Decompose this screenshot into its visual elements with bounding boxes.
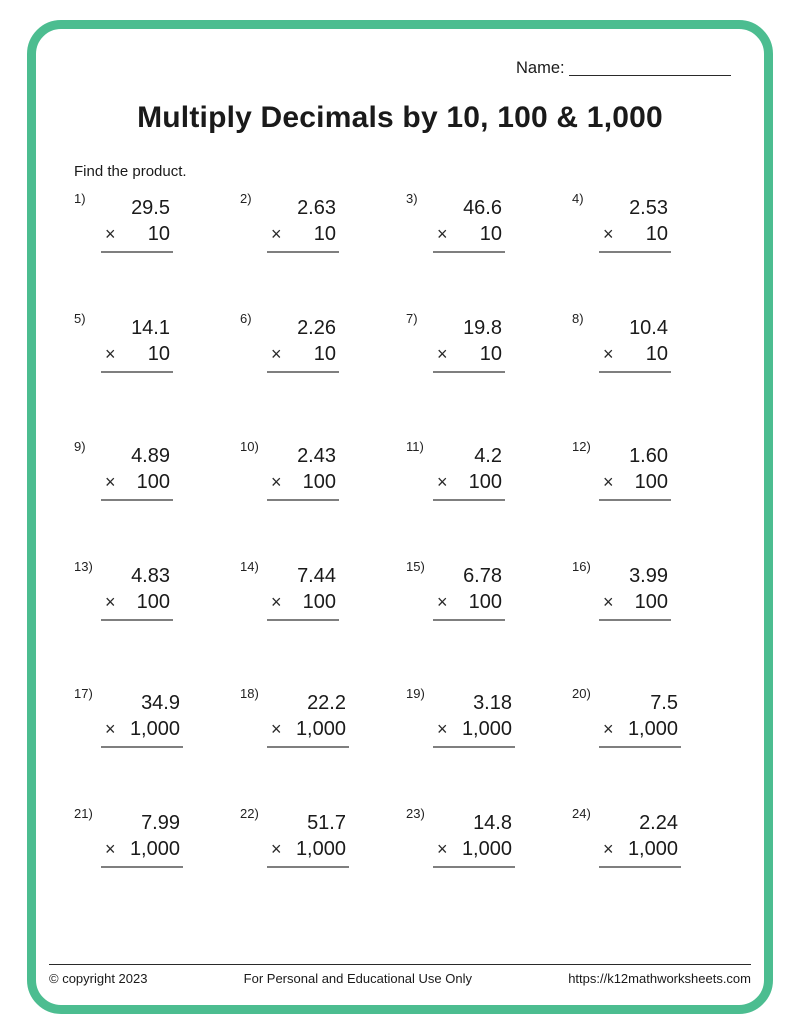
- problem-multiplier: 10: [147, 343, 170, 365]
- problem-math-block: [599, 192, 671, 253]
- problem-number: 16): [572, 559, 591, 574]
- problem-number: 20): [572, 686, 591, 701]
- problem-item: [406, 807, 572, 868]
- problem-number: 24): [572, 806, 591, 821]
- footer-url[interactable]: https://k12mathworksheets.com: [568, 971, 751, 986]
- problem-math-block: [101, 807, 183, 868]
- problem-operand: 19.8: [463, 317, 502, 339]
- problem-multiplier: 10: [645, 343, 668, 365]
- problem-number: 7): [406, 311, 418, 326]
- multiply-icon: ×: [603, 592, 614, 612]
- problem-multiplier-row: [599, 836, 681, 868]
- multiply-icon: ×: [603, 224, 614, 244]
- problem-math-block: [101, 312, 173, 373]
- problem-math-block: [101, 192, 173, 253]
- problem-item: [240, 440, 406, 560]
- problem-multiplier-row: [433, 836, 515, 868]
- problem-multiplier-row: [101, 469, 173, 501]
- problem-operand: 1.60: [629, 445, 668, 467]
- problem-multiplier-row: [599, 341, 671, 373]
- problem-multiplier: 10: [479, 343, 502, 365]
- problem-math-block: [599, 440, 671, 501]
- problem-number: 22): [240, 806, 259, 821]
- problem-multiplier: 100: [302, 471, 336, 493]
- problem-math-block: [599, 312, 671, 373]
- problem-math-block: [433, 687, 515, 748]
- problem-multiplier-row: [599, 716, 681, 748]
- problem-math-block: [433, 807, 515, 868]
- footer-usage: For Personal and Educational Use Only: [243, 971, 473, 986]
- problem-number: 1): [74, 191, 86, 206]
- problem-multiplier-row: [433, 469, 505, 501]
- problem-math-block: [267, 192, 339, 253]
- problem-number: 18): [240, 686, 259, 701]
- problem-multiplier-row: [267, 716, 349, 748]
- problem-item: [572, 192, 738, 312]
- name-blank-line[interactable]: [569, 75, 731, 76]
- problem-item: [406, 687, 572, 807]
- problem-multiplier-row: [433, 716, 515, 748]
- problem-math-block: [433, 312, 505, 373]
- problem-operand: 2.26: [297, 317, 336, 339]
- instruction-text: Find the product.: [74, 163, 187, 180]
- page-title: Multiply Decimals by 10, 100 & 1,000: [137, 101, 663, 134]
- multiply-icon: ×: [603, 344, 614, 364]
- problem-multiplier-row: [101, 589, 173, 621]
- problem-item: [406, 440, 572, 560]
- problem-item: [74, 560, 240, 687]
- multiply-icon: ×: [105, 719, 116, 739]
- problem-operand: 2.53: [629, 197, 668, 219]
- problem-math-block: [599, 560, 671, 621]
- multiply-icon: ×: [437, 839, 448, 859]
- multiply-icon: ×: [105, 344, 116, 364]
- footer-copyright: © copyright 2023: [49, 971, 148, 986]
- problem-operand: 4.83: [131, 565, 170, 587]
- problem-operand: 2.43: [297, 445, 336, 467]
- problem-math-block: [433, 560, 505, 621]
- problem-multiplier: 1,000: [461, 718, 512, 740]
- problem-operand: 10.4: [629, 317, 668, 339]
- problem-operand: 29.5: [131, 197, 170, 219]
- problem-operand: 14.1: [131, 317, 170, 339]
- multiply-icon: ×: [437, 719, 448, 739]
- problem-multiplier: 1,000: [627, 718, 678, 740]
- problem-multiplier-row: [101, 221, 173, 253]
- problem-multiplier: 1,000: [295, 718, 346, 740]
- problem-item: [406, 192, 572, 312]
- problem-number: 23): [406, 806, 425, 821]
- multiply-icon: ×: [271, 719, 282, 739]
- problem-multiplier: 10: [645, 223, 668, 245]
- multiply-icon: ×: [603, 719, 614, 739]
- multiply-icon: ×: [271, 839, 282, 859]
- problem-multiplier: 10: [479, 223, 502, 245]
- problem-operand: 46.6: [463, 197, 502, 219]
- problem-item: [74, 312, 240, 440]
- problem-multiplier: 100: [136, 471, 170, 493]
- problem-number: 17): [74, 686, 93, 701]
- problem-number: 19): [406, 686, 425, 701]
- problem-math-block: [433, 192, 505, 253]
- multiply-icon: ×: [105, 839, 116, 859]
- multiply-icon: ×: [105, 224, 116, 244]
- problem-operand: 34.9: [141, 692, 180, 714]
- problem-multiplier-row: [101, 716, 183, 748]
- problem-math-block: [267, 560, 339, 621]
- problem-math-block: [267, 312, 339, 373]
- problem-operand: 4.2: [474, 445, 502, 467]
- problem-item: [572, 312, 738, 440]
- problem-item: [240, 312, 406, 440]
- problem-multiplier: 1,000: [461, 838, 512, 860]
- problem-operand: 2.63: [297, 197, 336, 219]
- problem-multiplier-row: [101, 836, 183, 868]
- problem-multiplier-row: [101, 341, 173, 373]
- problem-multiplier: 100: [634, 591, 668, 613]
- problem-number: 15): [406, 559, 425, 574]
- problem-multiplier: 1,000: [295, 838, 346, 860]
- problem-multiplier: 1,000: [129, 838, 180, 860]
- multiply-icon: ×: [437, 224, 448, 244]
- problem-operand: 7.5: [650, 692, 678, 714]
- problem-math-block: [101, 687, 183, 748]
- problem-item: [74, 687, 240, 807]
- problem-number: 6): [240, 311, 252, 326]
- multiply-icon: ×: [271, 224, 282, 244]
- problem-multiplier-row: [433, 341, 505, 373]
- problem-operand: 3.18: [473, 692, 512, 714]
- problem-multiplier: 10: [147, 223, 170, 245]
- problem-multiplier-row: [433, 589, 505, 621]
- problem-number: 21): [74, 806, 93, 821]
- problem-operand: 6.78: [463, 565, 502, 587]
- problem-item: [240, 687, 406, 807]
- problem-multiplier: 100: [302, 591, 336, 613]
- problem-item: [240, 807, 406, 868]
- problem-multiplier: 100: [634, 471, 668, 493]
- problem-operand: 14.8: [473, 812, 512, 834]
- footer: [49, 971, 751, 986]
- problem-operand: 7.99: [141, 812, 180, 834]
- problem-number: 13): [74, 559, 93, 574]
- problem-multiplier-row: [267, 341, 339, 373]
- problem-item: [240, 192, 406, 312]
- problem-math-block: [101, 560, 173, 621]
- problem-math-block: [267, 807, 349, 868]
- problem-multiplier-row: [599, 221, 671, 253]
- problem-operand: 3.99: [629, 565, 668, 587]
- problem-multiplier: 10: [313, 223, 336, 245]
- problem-number: 10): [240, 439, 259, 454]
- problem-multiplier: 100: [468, 471, 502, 493]
- footer-divider: [49, 964, 751, 965]
- problem-item: [572, 687, 738, 807]
- problem-number: 14): [240, 559, 259, 574]
- problem-item: [240, 560, 406, 687]
- problem-multiplier-row: [267, 589, 339, 621]
- problem-operand: 22.2: [307, 692, 346, 714]
- problem-item: [74, 192, 240, 312]
- multiply-icon: ×: [437, 592, 448, 612]
- problems-grid: [74, 192, 738, 868]
- problem-item: [406, 560, 572, 687]
- problem-multiplier-row: [599, 589, 671, 621]
- problem-multiplier-row: [267, 836, 349, 868]
- name-label: Name:: [516, 59, 565, 77]
- problem-number: 11): [406, 439, 424, 454]
- problem-item: [572, 560, 738, 687]
- problem-item: [406, 312, 572, 440]
- problem-multiplier-row: [267, 469, 339, 501]
- problem-number: 12): [572, 439, 591, 454]
- multiply-icon: ×: [437, 472, 448, 492]
- multiply-icon: ×: [271, 344, 282, 364]
- problem-number: 2): [240, 191, 252, 206]
- multiply-icon: ×: [437, 344, 448, 364]
- multiply-icon: ×: [105, 472, 116, 492]
- problem-multiplier: 10: [313, 343, 336, 365]
- problem-number: 9): [74, 439, 86, 454]
- problem-multiplier-row: [267, 221, 339, 253]
- name-row: [516, 59, 731, 78]
- problem-math-block: [267, 440, 339, 501]
- multiply-icon: ×: [603, 839, 614, 859]
- problem-operand: 2.24: [639, 812, 678, 834]
- problem-multiplier: 1,000: [627, 838, 678, 860]
- problem-multiplier-row: [599, 469, 671, 501]
- problem-multiplier: 100: [468, 591, 502, 613]
- problem-math-block: [101, 440, 173, 501]
- problem-item: [74, 440, 240, 560]
- problem-item: [572, 440, 738, 560]
- problem-operand: 4.89: [131, 445, 170, 467]
- multiply-icon: ×: [603, 472, 614, 492]
- problem-multiplier: 100: [136, 591, 170, 613]
- problem-number: 8): [572, 311, 584, 326]
- problem-operand: 51.7: [307, 812, 346, 834]
- problem-math-block: [267, 687, 349, 748]
- problem-multiplier: 1,000: [129, 718, 180, 740]
- multiply-icon: ×: [271, 592, 282, 612]
- problem-number: 5): [74, 311, 86, 326]
- problem-math-block: [433, 440, 505, 501]
- problem-multiplier-row: [433, 221, 505, 253]
- problem-operand: 7.44: [297, 565, 336, 587]
- problem-number: 3): [406, 191, 418, 206]
- problem-math-block: [599, 687, 681, 748]
- problem-math-block: [599, 807, 681, 868]
- multiply-icon: ×: [105, 592, 116, 612]
- problem-item: [572, 807, 738, 868]
- problem-number: 4): [572, 191, 584, 206]
- multiply-icon: ×: [271, 472, 282, 492]
- problem-item: [74, 807, 240, 868]
